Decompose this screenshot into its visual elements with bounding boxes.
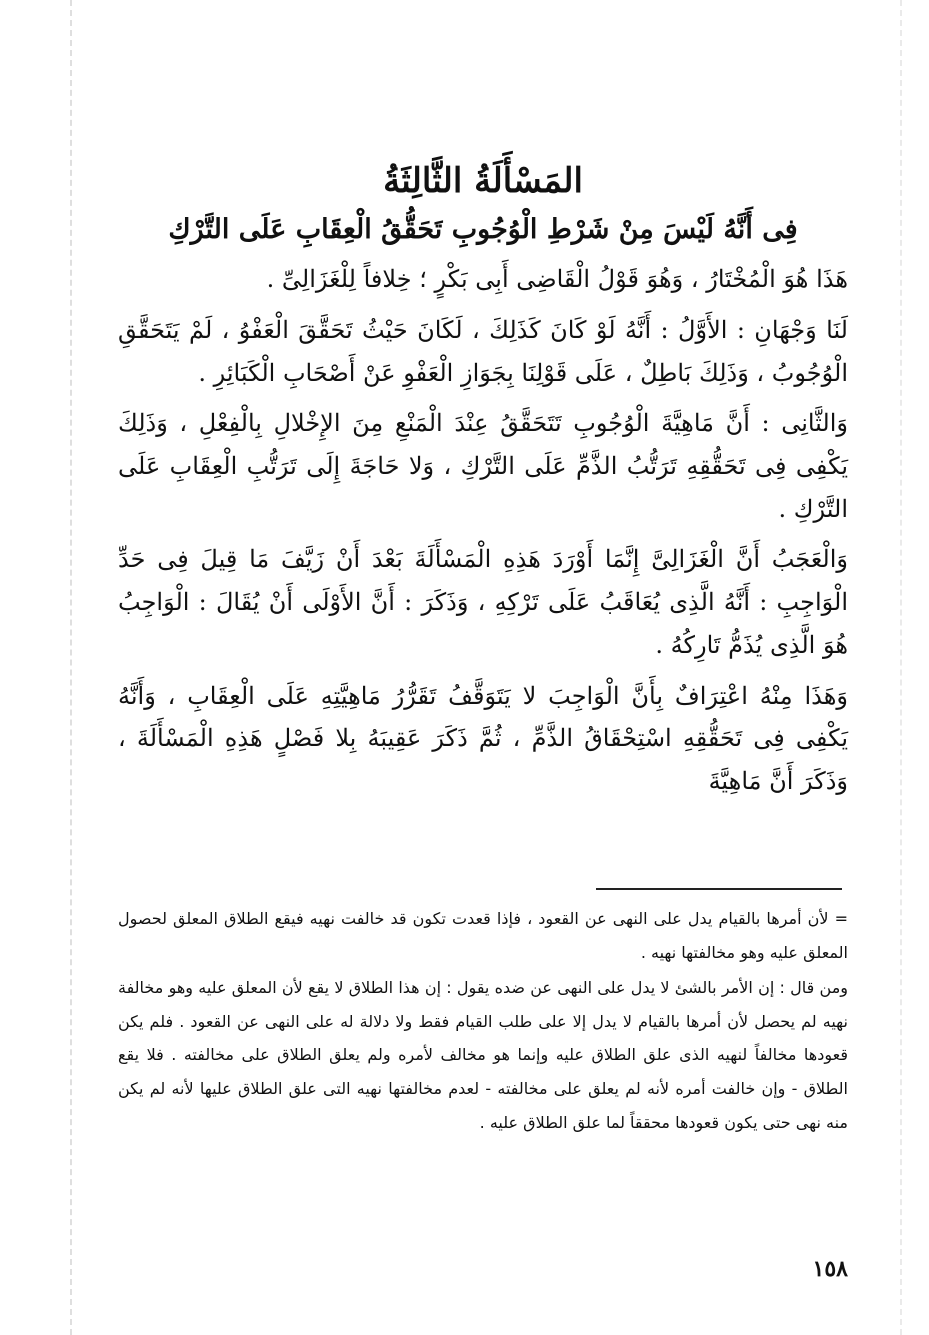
footnotes — [118, 902, 848, 1141]
footnote-divider — [596, 888, 842, 890]
section-subtitle: فِى أَنَّهُ لَيْسَ مِنْ شَرْطِ الْوُجُوبِ تَحَقُّقُ الْعِقَابِ عَلَى التَّرْكِ — [168, 213, 798, 245]
paragraph: وَهَذَا مِنْهُ اعْتِرَافٌ بِأَنَّ الْوَاجِبَ لا يَتَوَقَّفُ تَقَرُّرُ مَاهِيَّتِهِ عَلَى الْعِقَابِ ، وَأَنَّهُ يَكْفِى فِى تَحَقُّقِهِ اسْتِحْقَاقُ الذَّمِّ ، ثُمَّ ذَكَرَ عَقِيبَهُ بِلا فَصْلٍ هَذِهِ الْمَسْأَلَةَ ، وَذَكَرَ أَنَّ مَاهِيَّةَ — [118, 681, 848, 795]
main-text — [118, 158, 848, 811]
section-title: المَسْأَلَةُ الثَّالِثَةُ — [383, 161, 583, 201]
page-number: ١٥٨ — [812, 1256, 848, 1282]
scan-edge-left — [70, 0, 72, 1335]
footnote: = لأن أمرها بالقيام يدل على النهى عن القعود ، فإذا قعدت تكون قد خالفت نهيه فيقع الطلاق المعلق لحصول المعلق عليه وهو مخالفتها نهيه . — [118, 909, 848, 962]
footnote: ومن قال : إن الأمر بالشئ لا يدل على النهى عن ضده يقول : إن هذا الطلاق لا يقع لأن المعلق عليه وهو مخالفة نهيه لم يحصل لأن أمرها بالقيام لا يدل إلا على طلب القيام فقط ولا دلالة له على النهى عن القعود . فلم يكن قعودها مخالفاً لنهيه الذى علق الطلاق عليه وإنما هو مخالف لأمره ولم يعلق الطلاق على مخالفته . فلا يقع الطلاق - وإن خالفت أمره لأنه لم يعلق على مخالفته - لعدم مخالفتها نهيه التى علق الطلاق عليها لأنه لم يكن منه نهى حتى يكون قعودها محققاً لما علق الطلاق عليه . — [118, 978, 848, 1132]
paragraph: هَذَا هُوَ الْمُخْتَارُ ، وَهُوَ قَوْلُ الْقَاضِى أَبِى بَكْرٍ ؛ خِلافاً لِلْغَزَالِىِّ . — [266, 265, 848, 294]
paragraph: وَالْعَجَبُ أَنَّ الْغَزَالِىَّ إِنَّمَا أَوْرَدَ هَذِهِ الْمَسْأَلَةَ بَعْدَ أَنْ زَيَّفَ مَا قِيلَ فِى حَدِّ الْوَاجِبِ : أَنَّهُ الَّذِى يُعَاقَبُ عَلَى تَرْكِهِ ، وَذَكَرَ : أَنَّ الأَوْلَى أَنْ يُقَالَ : الْوَاجِبُ هُوَ الَّذِى يُذَمُّ تَارِكُهُ . — [118, 545, 848, 659]
paragraph: وَالثَّانِى : أَنَّ مَاهِيَّةَ الْوُجُوبِ تَتَحَقَّقُ عِنْدَ الْمَنْعِ مِنَ الإِخْلالِ بِالْفِعْلِ ، وَذَلِكَ يَكْفِى فِى تَحَقُّقِهِ تَرَتُّبُ الذَّمِّ عَلَى التَّرْكِ ، وَلا حَاجَةَ إِلَى تَرَتُّبِ الْعِقَابِ عَلَى التَّرْكِ . — [118, 409, 848, 523]
paragraph: لَنَا وَجْهَانِ : الأَوَّلُ : أَنَّهُ لَوْ كَانَ كَذَلِكَ ، لَكَانَ حَيْثُ تَحَقَّقَ الْعَفْوُ ، لَمْ يَتَحَقَّقِ الْوُجُوبُ ، وَذَلِكَ بَاطِلٌ ، عَلَى قَوْلِنَا بِجَوَازِ الْعَفْوِ عَنْ أَصْحَابِ الْكَبَائِرِ . — [118, 315, 848, 387]
scan-edge-right — [900, 0, 902, 1335]
